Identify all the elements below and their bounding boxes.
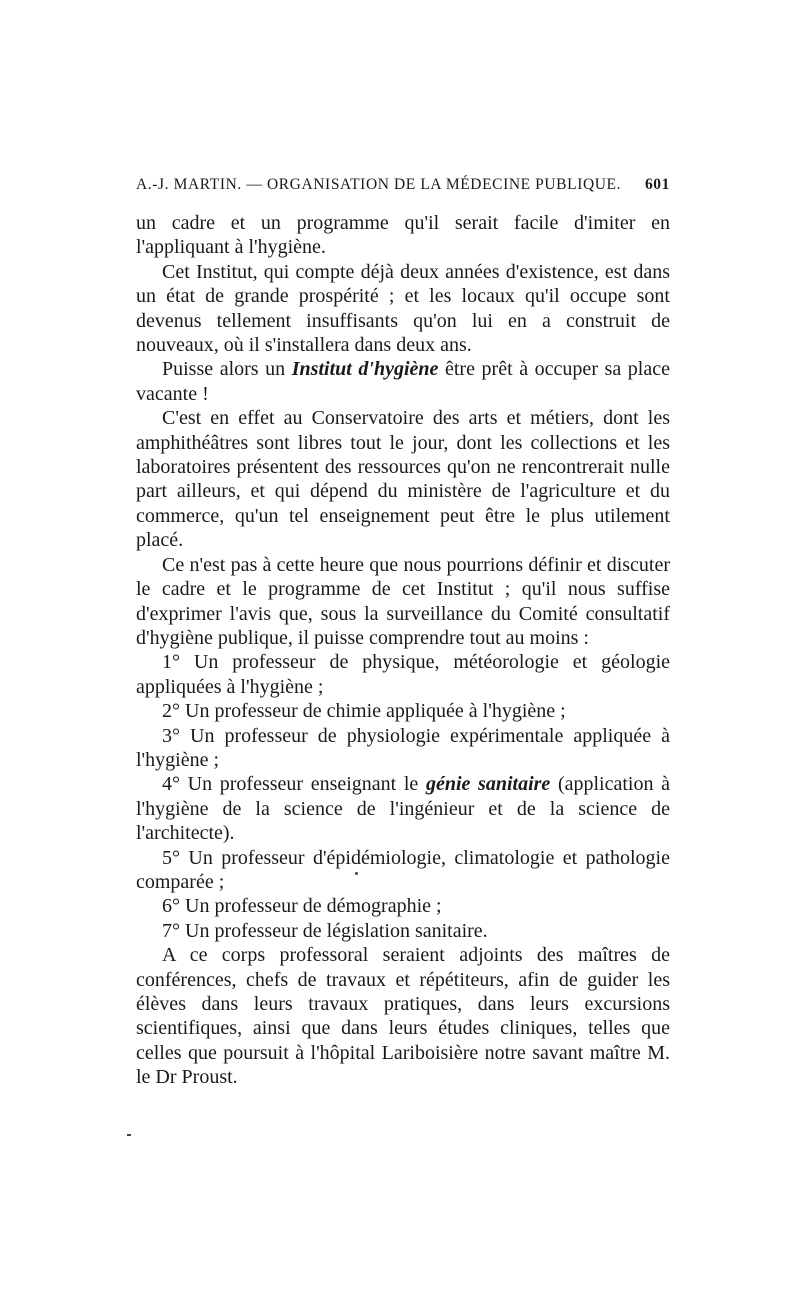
list-item	[136, 650, 670, 699]
list-item	[136, 919, 670, 943]
list-item-text: 4° Un professeur enseignant le	[162, 773, 426, 796]
paragraph-text: A ce corps professoral seraient adjoints des maîtres de conférences, chefs de travaux et répétiteurs, afin de guider les élèves dans leurs travaux pratiques, dans leurs excursions scientifiques, ainsi que dans leurs études cliniques, telles que celles que poursuit à l'hôpital Lariboisière notre savant maître M. le Dr Proust.	[136, 944, 670, 1089]
paragraph-text: Ce n'est pas à cette heure que nous pourrions définir et discuter le cadre et le programme de cet Institut ; qu'il nous suffise d'exprimer l'avis que, sous la surveillance du Comité consultatif d'hygiène publique, il puisse comprendre tout au moins :	[136, 553, 670, 649]
paragraph	[136, 553, 670, 651]
page-number: 601	[644, 176, 670, 193]
paragraph	[136, 211, 670, 260]
paragraph-text: C'est en effet au Conservatoire des arts et métiers, dont les amphithéâtres sont libres tout le jour, dont les collections et les laboratoires présentent des ressources qu'on ne rencontrerait nulle part ailleurs, et qui dépend du ministère de l'agriculture et du commerce, qu'un tel enseignement peut être le plus utilement placé.	[136, 407, 670, 552]
emphasis: Institut d'hygiène	[291, 358, 439, 381]
list-item-text: 7° Un professeur de législation sanitaire.	[162, 919, 488, 942]
paragraph-text: un cadre et un programme qu'il serait facile d'imiter en l'appliquant à l'hygiène.	[136, 212, 670, 259]
list-item-text: 3° Un professeur de physiologie expérimentale appliquée à l'hygiène ;	[136, 724, 670, 771]
list-item	[136, 772, 670, 845]
print-speck	[355, 872, 358, 875]
paragraph	[136, 260, 670, 358]
list-item-text: 6° Un professeur de démographie ;	[162, 895, 442, 918]
paragraph-text: être prêt à occuper sa place vacante !	[136, 358, 670, 405]
paragraph-text: Cet Institut, qui compte déjà deux années d'existence, est dans un état de grande prospérité ; et les locaux qu'il occupe sont devenus tellement insuffisants qu'on lui en a construit de nouveaux, où il s'installera dans deux ans.	[136, 260, 670, 357]
list-item-text: 5° Un professeur d'épidémiologie, climatologie et pathologie comparée ;	[136, 846, 670, 893]
paragraph	[136, 357, 670, 406]
running-title: A.-J. MARTIN. — ORGANISATION DE LA MÉDECINE PUBLIQUE.	[136, 176, 622, 193]
list-item	[136, 894, 670, 918]
paragraph	[136, 406, 670, 552]
list-item-text: 2° Un professeur de chimie appliquée à l'hygiène ;	[162, 700, 566, 723]
emphasis: génie sanitaire	[425, 773, 551, 796]
paragraph	[136, 943, 670, 1089]
list-item-text: (application à l'hygiène de la science de l'ingénieur et de la science de l'architecte).	[136, 773, 670, 845]
paragraph-text: Puisse alors un	[162, 358, 292, 381]
list-item	[136, 699, 670, 723]
page-body	[136, 211, 670, 1090]
page-header	[136, 176, 670, 194]
list-item	[136, 846, 670, 895]
list-item-text: 1° Un professeur de physique, météorologie et géologie appliquées à l'hygiène ;	[136, 651, 670, 698]
list-item	[136, 724, 670, 773]
print-speck	[127, 1134, 131, 1136]
